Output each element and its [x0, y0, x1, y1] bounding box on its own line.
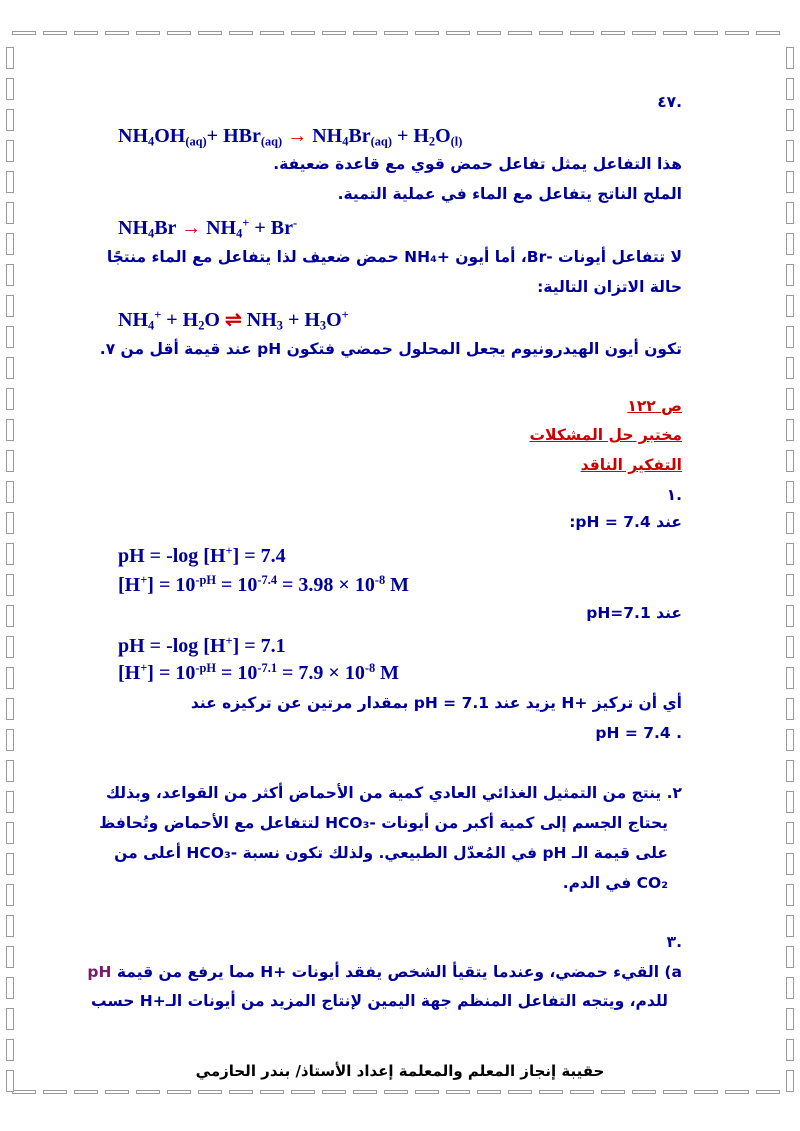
border-dash — [415, 31, 439, 35]
reaction-arrow-icon: → — [181, 216, 202, 239]
border-dash — [786, 698, 794, 720]
border-dash — [6, 636, 14, 658]
border-dash — [786, 419, 794, 441]
border-dash — [6, 326, 14, 348]
border-dash — [786, 481, 794, 503]
border-dash — [6, 450, 14, 472]
border-dash — [694, 31, 718, 35]
border-dash — [6, 264, 14, 286]
text-line: a) القيء حمضي، وعندما يتقيأ الشخص يفقد أيونات +H مما يرفع من قيمة pH — [87, 963, 682, 981]
border-dash — [786, 450, 794, 472]
border-dash — [446, 1090, 470, 1094]
border-dash — [6, 977, 14, 999]
border-dash — [786, 884, 794, 906]
border-dash — [508, 31, 532, 35]
border-dash — [663, 1090, 687, 1094]
border-dash — [105, 31, 129, 35]
condition-label: عند pH=7.1 — [586, 604, 682, 622]
text-line: أي أن تركيز +H يزيد عند pH = 7.1 بمقدار مرتين عن تركيزه عند — [190, 694, 682, 712]
border-dash — [477, 1090, 501, 1094]
border-dash — [6, 698, 14, 720]
question-1-number: .١ — [666, 486, 682, 504]
text-line: الملح الناتج يتفاعل مع الماء في عملية التمية. — [337, 185, 682, 203]
border-dash — [6, 512, 14, 534]
border-dash — [6, 543, 14, 565]
border-dash — [632, 31, 656, 35]
border-dash — [74, 1090, 98, 1094]
equation-ph-7-1: pH = -log [H+] = 7.1 — [118, 634, 286, 657]
border-dash — [6, 946, 14, 968]
border-dash — [601, 1090, 625, 1094]
border-dash — [786, 512, 794, 534]
border-dash — [539, 31, 563, 35]
border-dash — [786, 1039, 794, 1061]
text-line: CO₂ في الدم. — [562, 874, 668, 892]
border-dash — [786, 47, 794, 69]
section-title: مختبر حل المشكلات — [529, 426, 682, 444]
equation-nh4oh-hbr: $NH_4OH_{(aq)}+ HBr_{(aq)} \to NH_4Br_{(aq)} + H_2O_{(l)}$ — [118, 125, 463, 149]
border-dash — [6, 1008, 14, 1030]
border-dash — [353, 31, 377, 35]
border-dash — [74, 31, 98, 35]
border-dash — [384, 1090, 408, 1094]
border-dash — [6, 915, 14, 937]
text-line: للدم، ويتجه التفاعل المنظم جهة اليمين لإنتاج المزيد من أيونات الـ+H حسب — [91, 992, 668, 1010]
question-47-number: .٤٧ — [657, 93, 682, 111]
border-dash — [786, 140, 794, 162]
border-dash — [291, 31, 315, 35]
border-dash — [786, 574, 794, 596]
border-dash — [6, 388, 14, 410]
border-dash — [6, 295, 14, 317]
border-dash — [6, 822, 14, 844]
border-dash — [6, 109, 14, 131]
equation-h-concentration-7-1: $[H^+] = 10^{-pH} = 10^{-7.1} = 7.9 \times 10^{-8}$ M — [118, 661, 400, 684]
border-dash — [167, 1090, 191, 1094]
border-dash — [6, 47, 14, 69]
page-border-right — [786, 29, 794, 1097]
equation-ph-7-4: pH = -log [H+] = 7.4 — [118, 544, 286, 567]
text-line: على قيمة الـ pH في المُعدّل الطبيعي. ولذلك تكون نسبة -HCO₃ أعلى من — [114, 844, 668, 862]
border-dash — [6, 760, 14, 782]
border-dash — [353, 1090, 377, 1094]
text-line: لا تتفاعل أيونات -Br، أما أيون +NH₄ حمض ضعيف لذا يتفاعل مع الماء منتجًا — [106, 248, 682, 266]
border-dash — [786, 357, 794, 379]
text-line: حالة الاتزان التالية: — [537, 278, 682, 296]
question-3-number: .٣ — [666, 933, 682, 951]
border-dash — [6, 357, 14, 379]
border-dash — [632, 1090, 656, 1094]
border-dash — [229, 1090, 253, 1094]
border-dash — [446, 31, 470, 35]
equilibrium-arrow-icon: ⇌ — [224, 308, 242, 331]
border-dash — [786, 605, 794, 627]
border-dash — [786, 760, 794, 782]
border-dash — [786, 78, 794, 100]
border-dash — [6, 1039, 14, 1061]
border-dash — [786, 791, 794, 813]
border-dash — [291, 1090, 315, 1094]
border-dash — [12, 1090, 36, 1094]
border-dash — [260, 31, 284, 35]
equation-equilibrium: $NH_4^+ + H_2O$ ⇌ $NH_3 + H_3O^+$ — [118, 308, 349, 333]
border-dash — [786, 171, 794, 193]
border-dash — [6, 853, 14, 875]
border-dash — [6, 884, 14, 906]
border-dash — [508, 1090, 532, 1094]
border-dash — [786, 388, 794, 410]
border-dash — [756, 31, 780, 35]
border-dash — [570, 31, 594, 35]
text-line: ٢. ينتج من التمثيل الغذائي العادي كمية من الأحماض أكثر من القواعد، وبذلك — [105, 784, 682, 802]
border-dash — [725, 31, 749, 35]
text-line: يحتاج الجسم إلى كمية أكبر من أيونات -HCO₃ لتتفاعل مع الأحماض وتُحافظ — [99, 814, 668, 832]
border-dash — [725, 1090, 749, 1094]
border-dash — [12, 31, 36, 35]
border-dash — [415, 1090, 439, 1094]
border-dash — [6, 233, 14, 255]
section-subtitle: التفكير الناقد — [580, 456, 682, 474]
page-border-left — [6, 29, 14, 1097]
border-dash — [570, 1090, 594, 1094]
page-reference: ص ١٢٢ — [627, 397, 682, 415]
equation-nh4br-dissociation: $NH_4Br \to NH_4^+ + Br^-$ — [118, 216, 298, 241]
border-dash — [136, 1090, 160, 1094]
border-dash — [786, 915, 794, 937]
border-dash — [477, 31, 501, 35]
border-dash — [198, 1090, 222, 1094]
border-dash — [105, 1090, 129, 1094]
border-dash — [786, 822, 794, 844]
border-dash — [136, 31, 160, 35]
text-line: هذا التفاعل يمثل تفاعل حمض قوي مع قاعدة ضعيفة. — [273, 155, 682, 173]
border-dash — [786, 264, 794, 286]
condition-label: عند pH = 7.4: — [569, 513, 682, 531]
equation-h-concentration-7-4: $[H^+] = 10^{-pH} = 10^{-7.4} = 3.98 \times 10^{-8}$ M — [118, 573, 410, 596]
border-dash — [260, 1090, 284, 1094]
border-dash — [786, 295, 794, 317]
border-dash — [786, 543, 794, 565]
border-dash — [786, 946, 794, 968]
border-dash — [786, 853, 794, 875]
border-dash — [663, 31, 687, 35]
border-dash — [694, 1090, 718, 1094]
border-dash — [43, 31, 67, 35]
border-dash — [198, 31, 222, 35]
border-dash — [167, 31, 191, 35]
border-dash — [786, 667, 794, 689]
border-dash — [322, 1090, 346, 1094]
border-dash — [786, 326, 794, 348]
page-border-top — [6, 29, 794, 37]
border-dash — [6, 667, 14, 689]
border-dash — [6, 574, 14, 596]
border-dash — [6, 481, 14, 503]
text-line: . pH = 7.4 — [595, 724, 682, 742]
border-dash — [786, 1008, 794, 1030]
border-dash — [786, 233, 794, 255]
border-dash — [539, 1090, 563, 1094]
border-dash — [6, 78, 14, 100]
border-dash — [6, 419, 14, 441]
border-dash — [786, 109, 794, 131]
border-dash — [6, 605, 14, 627]
border-dash — [6, 202, 14, 224]
border-dash — [43, 1090, 67, 1094]
border-dash — [756, 1090, 780, 1094]
border-dash — [6, 140, 14, 162]
border-dash — [6, 171, 14, 193]
border-dash — [786, 977, 794, 999]
page-border-bottom — [6, 1088, 794, 1096]
border-dash — [6, 791, 14, 813]
border-dash — [786, 202, 794, 224]
border-dash — [786, 729, 794, 751]
border-dash — [384, 31, 408, 35]
border-dash — [6, 729, 14, 751]
border-dash — [322, 31, 346, 35]
text-line: تكون أيون الهيدرونيوم يجعل المحلول حمضي فتكون pH عند قيمة أقل من ٧. — [99, 340, 682, 358]
reaction-arrow-icon: → — [287, 125, 308, 147]
border-dash — [229, 31, 253, 35]
page-footer: حقيبة إنجاز المعلم والمعلمة إعداد الأستاذ/ بندر الحازمي — [195, 1062, 605, 1080]
border-dash — [601, 31, 625, 35]
border-dash — [786, 636, 794, 658]
